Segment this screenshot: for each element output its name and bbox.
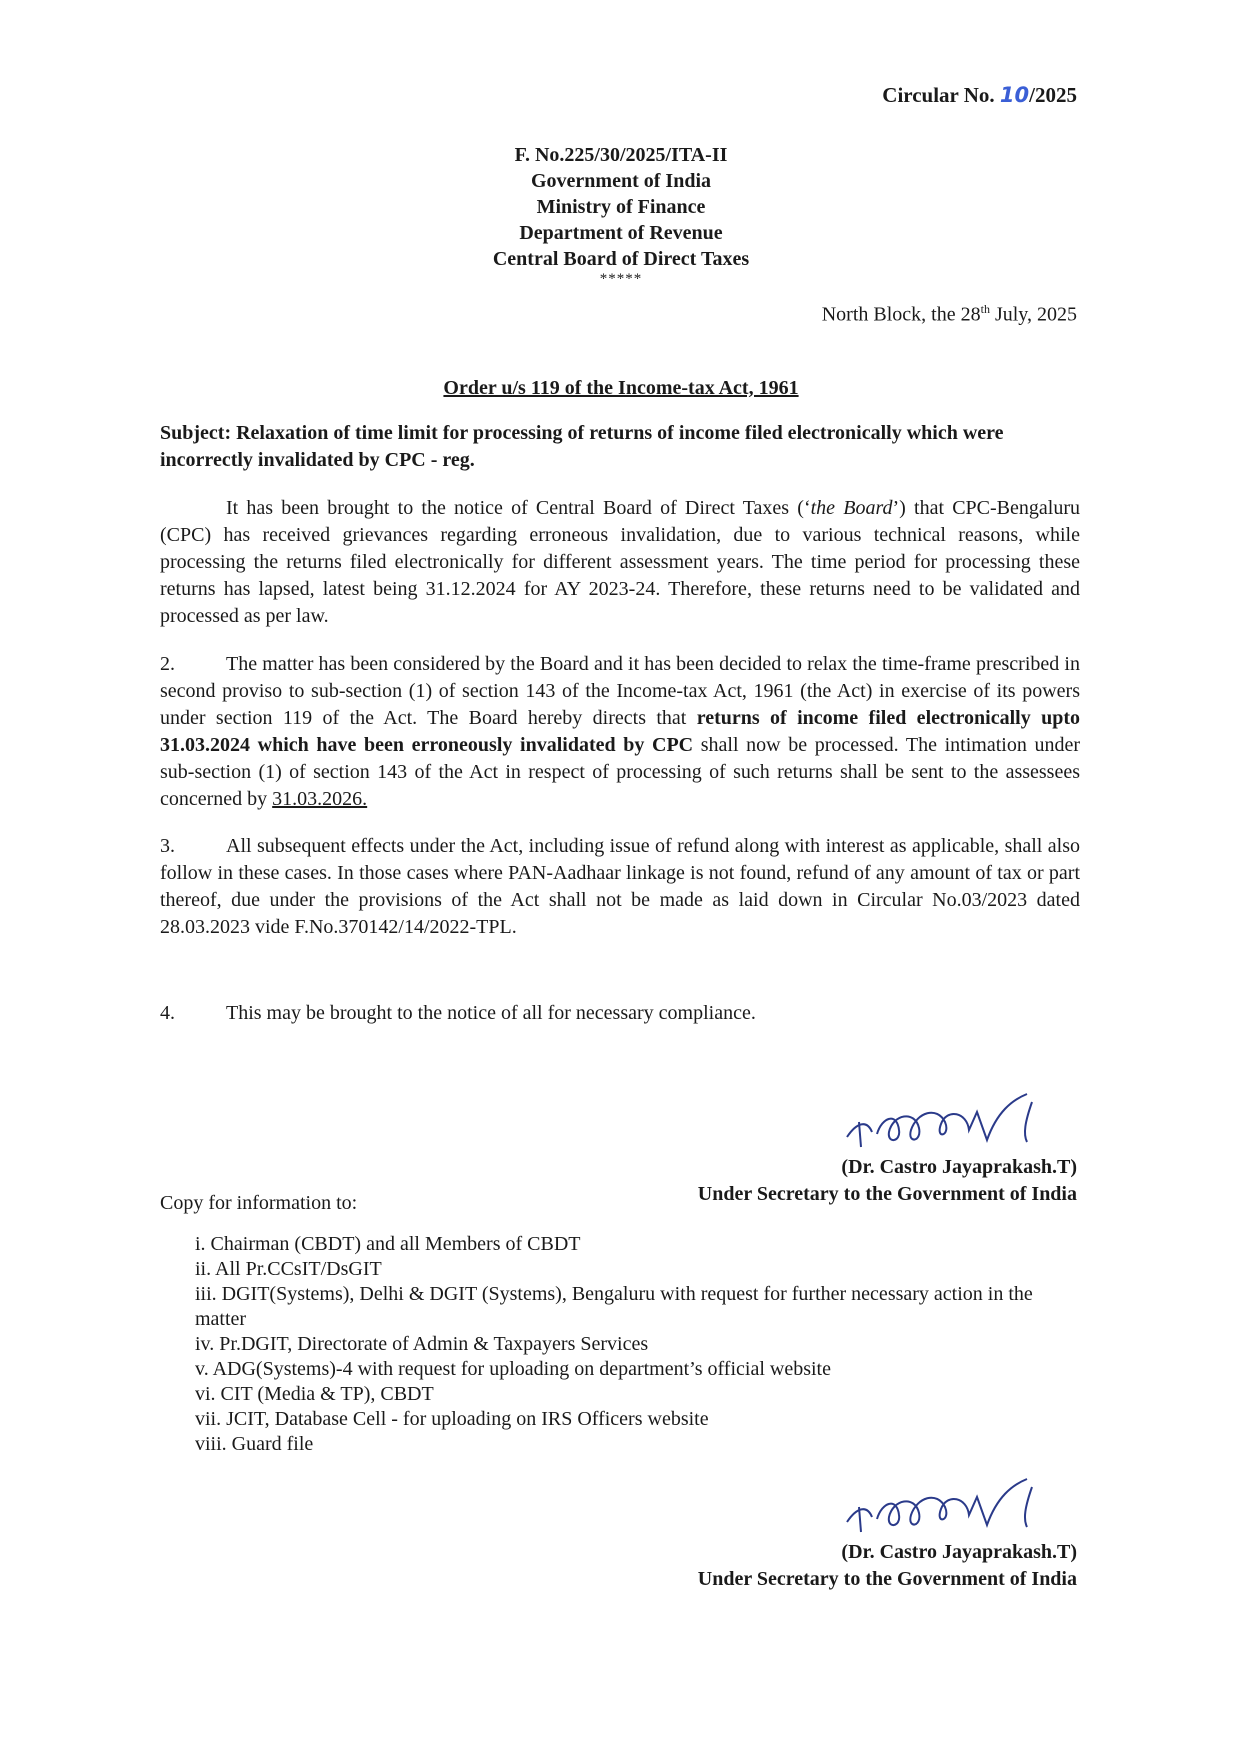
- paragraph-4: 4. This may be brought to the notice of all for necessary compliance.: [160, 1000, 1080, 1027]
- handwritten-number: 10: [999, 83, 1030, 107]
- place-date: North Block, the 28th July, 2025: [821, 302, 1077, 326]
- signatory-designation: Under Secretary to the Government of India: [697, 1568, 1077, 1590]
- header-stars: *****: [599, 271, 643, 287]
- list-item: v. ADG(Systems)-4 with request for uploading on department’s official website: [195, 1358, 831, 1380]
- list-item: ii. All Pr.CCsIT/DsGIT: [195, 1258, 382, 1280]
- signature-block: [698, 1092, 1077, 1208]
- paragraph-2: 2. The matter has been considered by the Board and it has been decided to relax the time-frame prescribed in second proviso to sub-section (1) of section 143 of the Income-tax Act, 1961 (the Act) in exercise of its powers under section 119 of the Act. The Board hereby directs that returns of income filed electronically upto 31.03.2024 which have been erroneously invalidated by CPC shall now be processed. The intimation under sub-section (1) of section 143 of the Act in respect of processing of such returns shall be sent to the assessees concerned by 31.03.2026.: [160, 653, 1080, 810]
- signatory-name: (Dr. Castro Jayaprakash.T): [841, 1541, 1077, 1563]
- subject-line: Subject: Relaxation of time limit for processing of returns of income filed electronically which were incorrectly invalidated by CPC - reg.: [160, 422, 1004, 471]
- letterhead: [321, 142, 921, 286]
- paragraph-number: 2.: [160, 653, 175, 675]
- list-item: vi. CIT (Media & TP), CBDT: [195, 1383, 434, 1405]
- signature-block-copy: [698, 1477, 1077, 1593]
- circular-number: Circular No. 10/2025: [882, 83, 1077, 107]
- order-title: Order u/s 119 of the Income-tax Act, 1961: [443, 377, 799, 399]
- paragraph-number: 3.: [160, 835, 175, 857]
- paragraph-3: 3. All subsequent effects under the Act, including issue of refund along with interest as applicable, shall also follow in these cases. In those cases where PAN-Aadhaar linkage is not found, refund of any amount of tax or part thereof, due under the provisions of the Act shall not be made as laid down in Circular No.03/2023 dated 28.03.2023 vide F.No.370142/14/2022-TPL.: [160, 835, 1080, 938]
- list-item: viii. Guard file: [195, 1433, 314, 1455]
- header-line-government: Government of India: [531, 170, 711, 192]
- header-line-ministry: Ministry of Finance: [536, 196, 706, 218]
- header-line-board: Central Board of Direct Taxes: [492, 248, 750, 270]
- paragraph-number: 4.: [160, 1002, 175, 1024]
- signatory-designation: Under Secretary to the Government of India: [697, 1183, 1077, 1205]
- file-number: F. No.225/30/2025/ITA-II: [514, 144, 728, 166]
- handwritten-signature: [827, 1092, 1067, 1154]
- list-item: vii. JCIT, Database Cell - for uploading on IRS Officers website: [195, 1408, 709, 1430]
- copy-list: [195, 1232, 1085, 1457]
- list-item: i. Chairman (CBDT) and all Members of CBDT: [195, 1233, 581, 1255]
- header-line-department: Department of Revenue: [519, 222, 723, 244]
- paragraph-1: It has been brought to the notice of Central Board of Direct Taxes (‘the Board’) that CPC-Bengaluru (CPC) has received grievances regarding erroneous invalidation, due to various technical reasons, while processing the returns filed electronically for different assessment years. The time period for processing these returns has lapsed, latest being 31.12.2024 for AY 2023-24. Therefore, these returns need to be validated and processed as per law.: [160, 497, 1080, 627]
- handwritten-signature: [827, 1477, 1067, 1539]
- copy-title: Copy for information to:: [160, 1192, 358, 1214]
- list-item: iii. DGIT(Systems), Delhi & DGIT (Systems), Bengaluru with request for further necessary action in the matter: [195, 1283, 1033, 1330]
- signatory-name: (Dr. Castro Jayaprakash.T): [841, 1156, 1077, 1178]
- list-item: iv. Pr.DGIT, Directorate of Admin & Taxpayers Services: [195, 1333, 649, 1355]
